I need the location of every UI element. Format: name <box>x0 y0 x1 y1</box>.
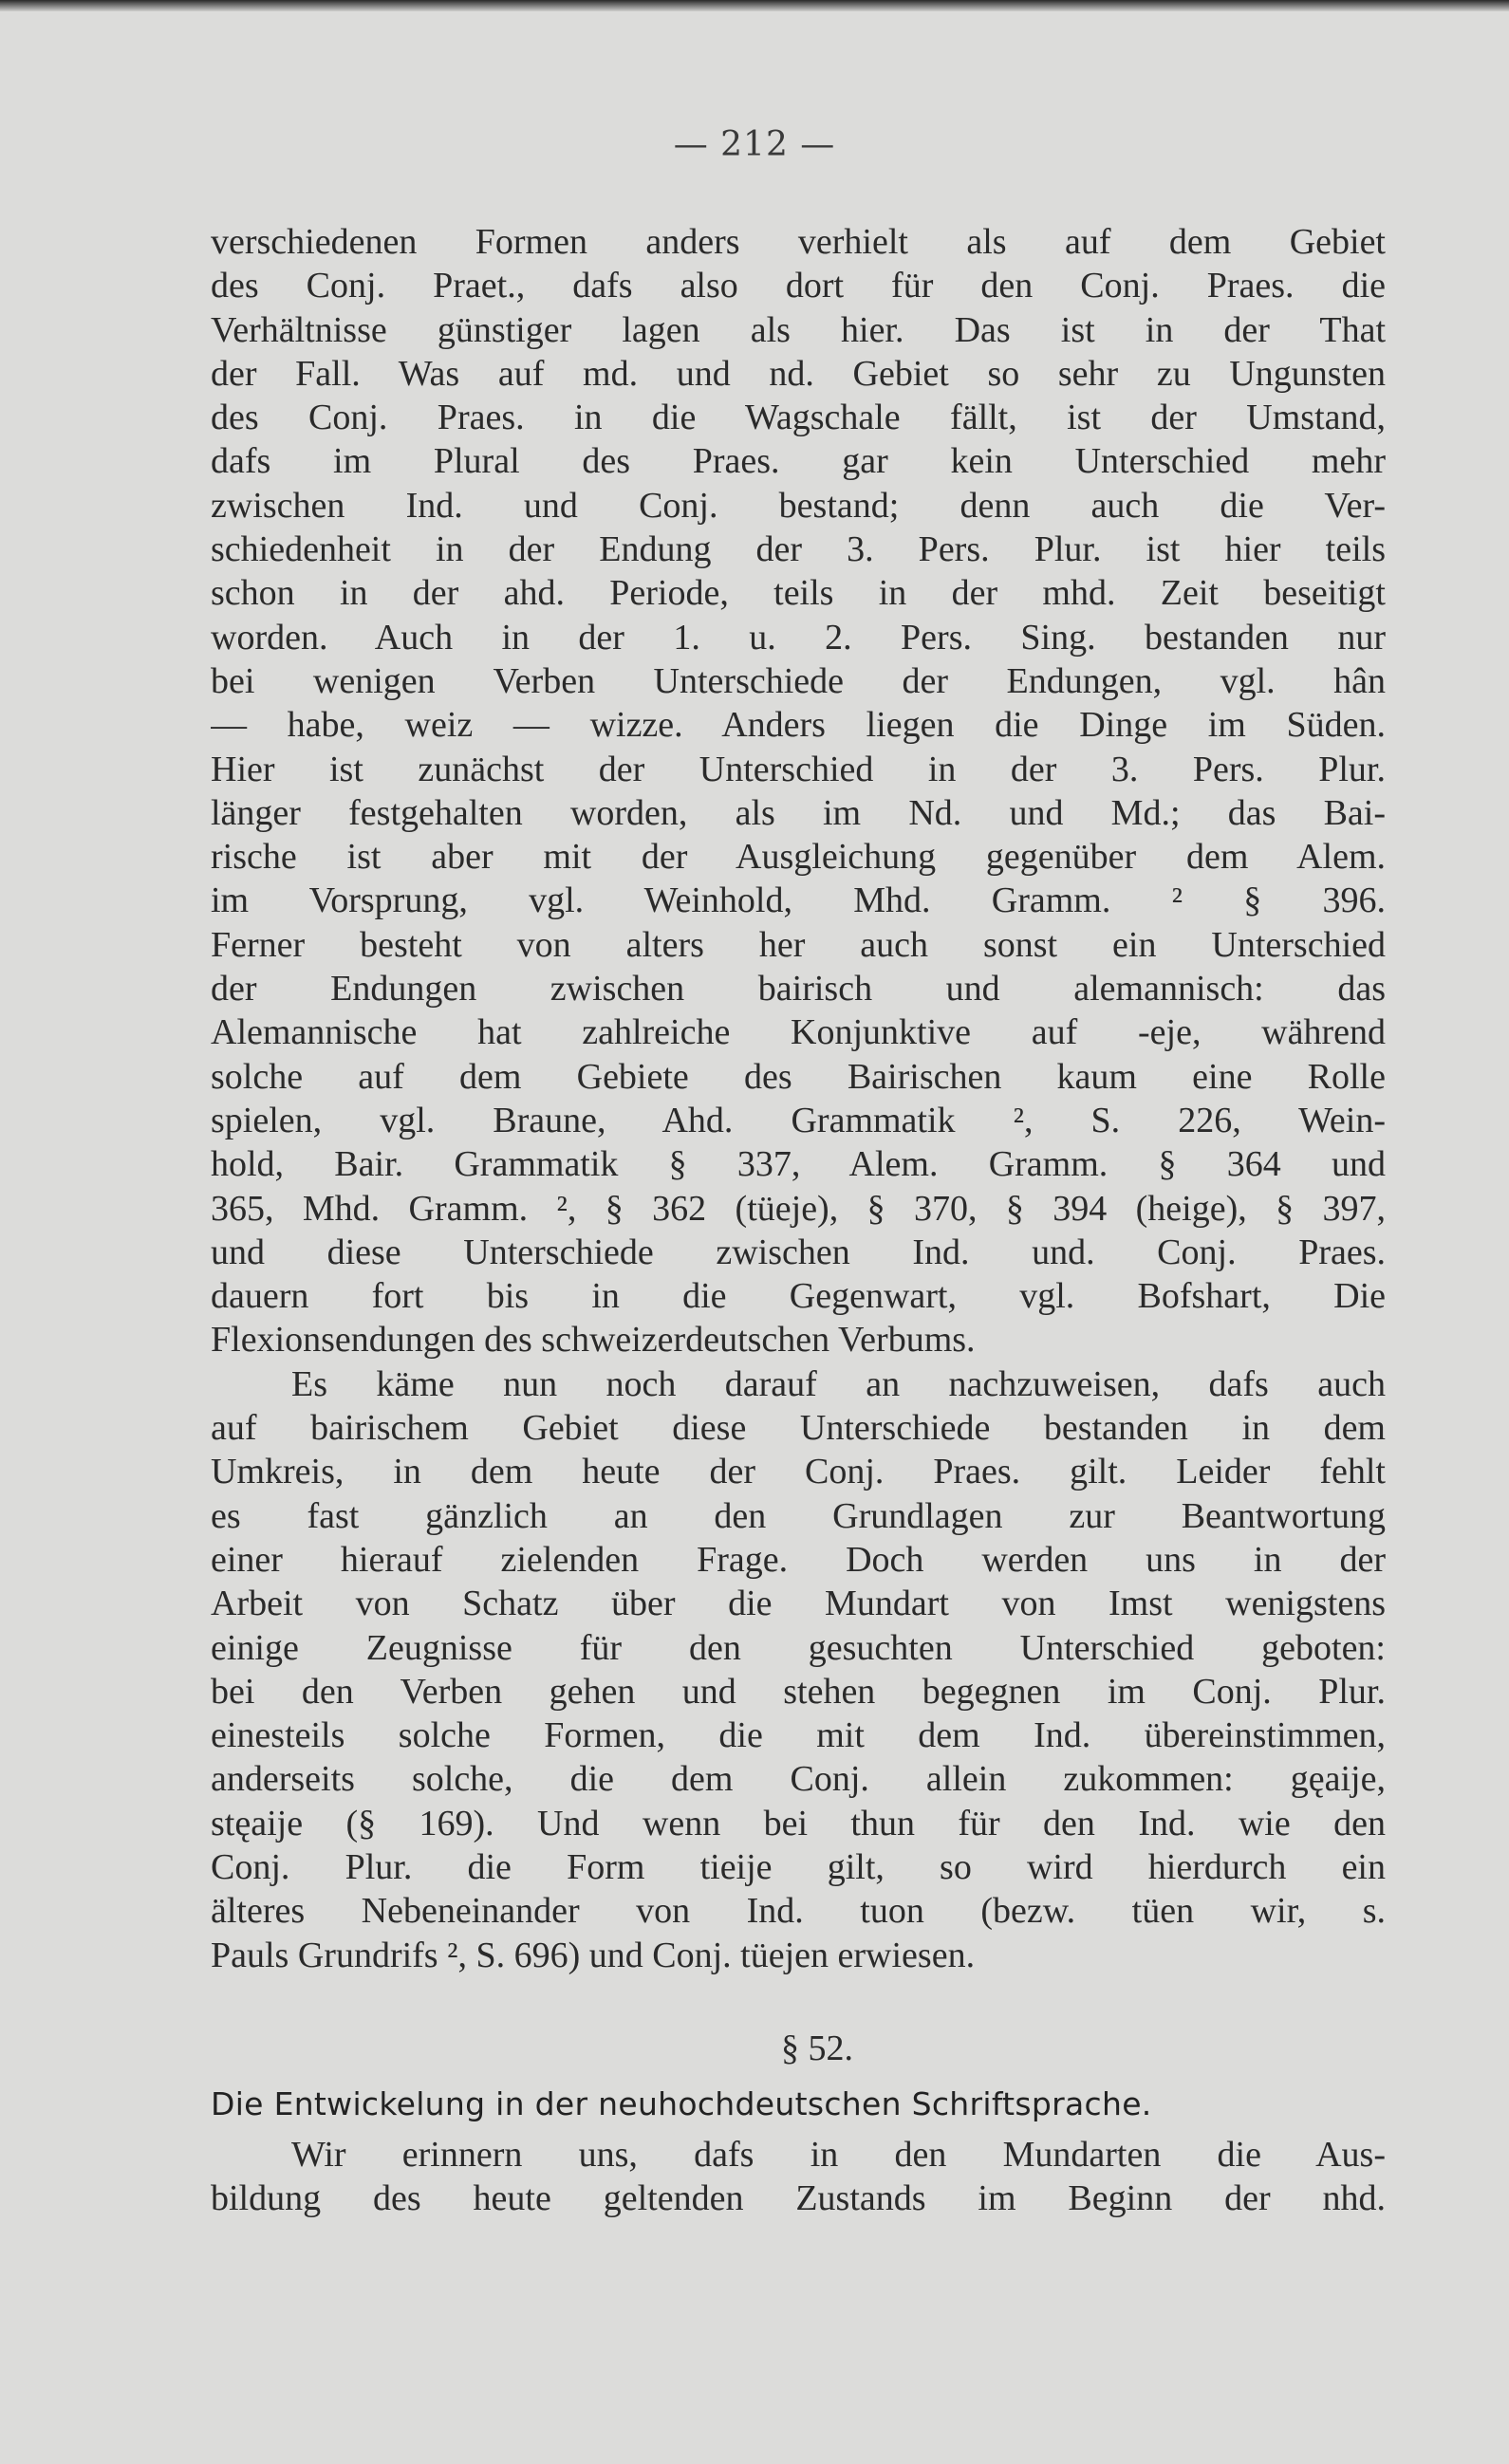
text-line: Arbeit von Schatz über die Mundart von Imst wenigstens <box>211 1584 1386 1624</box>
text-line: dauern fort bis in die Gegenwart, vgl. Bofshart, Die <box>211 1276 1386 1317</box>
text-line: einige Zeugnisse für den gesuchten Unterschied geboten: <box>211 1627 1386 1668</box>
text-line: des Conj. Praes. in die Wagschale fällt, ist der Umstand, <box>211 398 1386 438</box>
section-gap <box>211 1977 1386 2021</box>
text-line: Ferner besteht von alters her auch sonst ein Unterschied <box>211 924 1386 965</box>
text-line: dafs im Plural des Praes. gar kein Unterschied mehr <box>211 441 1386 482</box>
text-line: des Conj. Praet., dafs also dort für den Conj. Praes. die <box>211 266 1386 306</box>
text-line: Pauls Grundrifs ², S. 696) und Conj. tüejen erwiesen. <box>211 1935 976 1975</box>
text-line: zwischen Ind. und Conj. bestand; denn auch die Ver- <box>211 485 1386 526</box>
text-line: rische ist aber mit der Ausgleichung gegenüber dem Alem. <box>211 837 1386 878</box>
text-line: länger festgehalten worden, als im Nd. und Md.; das Bai- <box>211 792 1386 833</box>
text-line: Verhältnisse günstiger lagen als hier. Das ist in der That <box>211 309 1386 350</box>
text-line: solche auf dem Gebiete des Bairischen kaum eine Rolle <box>211 1056 1386 1097</box>
page-number: — 212 — <box>673 125 836 164</box>
text-line: hold, Bair. Grammatik § 337, Alem. Gramm. § 364 und <box>211 1144 1386 1185</box>
text-line: auf bairischem Gebiet diese Unterschiede bestanden in dem <box>211 1408 1386 1449</box>
text-line: 365, Mhd. Gramm. ², § 362 (tüeje), § 370, § 394 (heige), § 397, <box>211 1188 1386 1229</box>
text-line: Flexionsendungen des schweizerdeutschen Verbums. <box>211 1320 976 1361</box>
text-line: im Vorsprung, vgl. Weinhold, Mhd. Gramm. ² § 396. <box>211 880 1386 921</box>
section-title: Die Entwickelung in der neuhochdeutschen Schriftsprache. <box>211 2084 1152 2122</box>
text-line: — habe, weiz — wizze. Anders liegen die Dinge im Süden. <box>211 705 1386 746</box>
text-line: und diese Unterschiede zwischen Ind. und. Conj. Praes. <box>211 1232 1386 1272</box>
text-line: es fast gänzlich an den Grundlagen zur Beantwortung <box>211 1495 1386 1536</box>
text-line: stęaije (§ 169). Und wenn bei thun für den Ind. wie den <box>211 1803 1386 1843</box>
text-line: schiedenheit in der Endung der 3. Pers. Plur. ist hier teils <box>211 529 1386 570</box>
text-line: worden. Auch in der 1. u. 2. Pers. Sing. bestanden nur <box>211 617 1386 658</box>
text-line: einesteils solche Formen, die mit dem Ind. übereinstimmen, <box>211 1715 1386 1756</box>
text-line: spielen, vgl. Braune, Ahd. Grammatik ², S. 226, Wein- <box>211 1100 1386 1140</box>
text-line: Wir erinnern uns, dafs in den Mundarten die Aus- <box>291 2134 1386 2175</box>
text-line: der Endungen zwischen bairisch und alemannisch: das <box>211 969 1386 1010</box>
text-line: Es käme nun noch darauf an nachzuweisen, dafs auch <box>291 1363 1386 1404</box>
page-body <box>211 220 1386 2220</box>
text-line: Conj. Plur. die Form tieije gilt, so wird hierdurch ein <box>211 1846 1386 1887</box>
text-line: verschiedenen Formen anders verhielt als auf dem Gebiet <box>211 222 1386 262</box>
text-line: älteres Nebeneinander von Ind. tuon (bezw. tüen wir, s. <box>211 1891 1386 1932</box>
text-line: bei den Verben gehen und stehen begegnen im Conj. Plur. <box>211 1671 1386 1712</box>
text-line: anderseits solche, die dem Conj. allein zukommen: gęaije, <box>211 1759 1386 1800</box>
text-line: bildung des heute geltenden Zustands im Beginn der nhd. <box>211 2178 1386 2219</box>
text-line: Umkreis, in dem heute der Conj. Praes. gilt. Leider fehlt <box>211 1452 1386 1492</box>
text-line: einer hierauf zielenden Frage. Doch werden uns in der <box>211 1539 1386 1580</box>
text-line: Hier ist zunächst der Unterschied in der 3. Pers. Plur. <box>211 749 1386 789</box>
text-line: der Fall. Was auf md. und nd. Gebiet so sehr zu Ungunsten <box>211 353 1386 394</box>
text-line: Alemannische hat zahlreiche Konjunktive auf -eje, während <box>211 1012 1386 1053</box>
text-line: schon in der ahd. Periode, teils in der mhd. Zeit beseitigt <box>211 573 1386 614</box>
section-number: § 52. <box>781 2028 853 2068</box>
text-line: bei wenigen Verben Unterschiede der Endungen, vgl. hân <box>211 660 1386 701</box>
page-top-edge <box>0 0 1509 11</box>
